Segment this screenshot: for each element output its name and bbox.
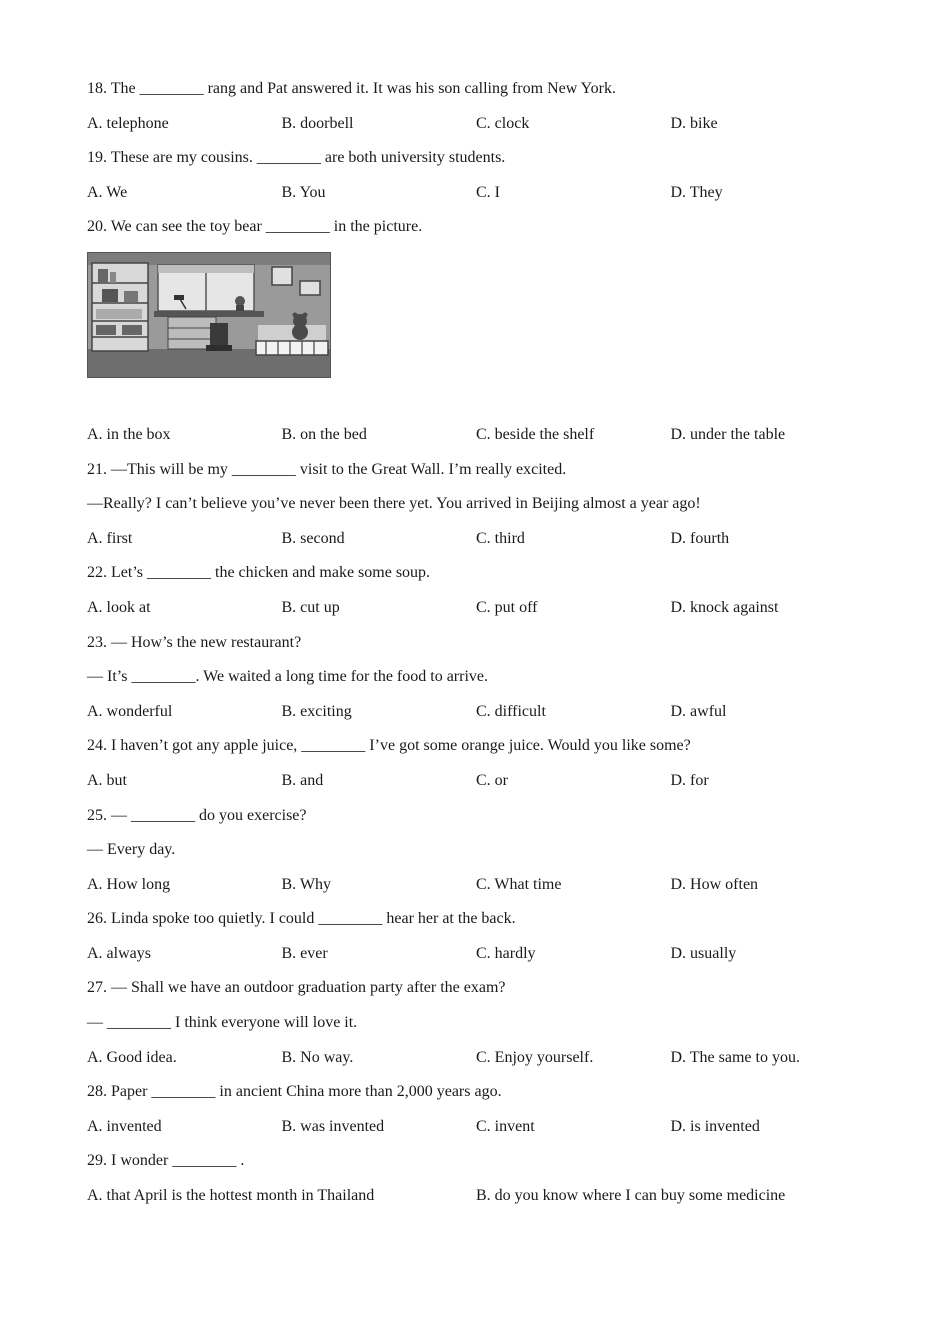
- question-text: —Really? I can’t believe you’ve never been there yet. You arrived in Beijing almost a year ago!: [87, 495, 701, 513]
- question-text: — It’s ________. We waited a long time for the food to arrive.: [87, 668, 488, 686]
- question-29: [87, 1144, 867, 1213]
- options-row: [87, 937, 867, 972]
- option-b[interactable]: B. do you know where I can buy some medicine: [476, 1187, 786, 1205]
- option-a[interactable]: A. We: [87, 183, 128, 201]
- question-text: 21. —This will be my ________ visit to the Great Wall. I’m really excited.: [87, 460, 567, 478]
- question-26: [87, 902, 867, 971]
- options-row: [87, 764, 867, 799]
- question-24: [87, 729, 867, 798]
- option-a[interactable]: A. first: [87, 529, 133, 547]
- options-row: [87, 176, 867, 211]
- option-c[interactable]: C. Enjoy yourself.: [476, 1048, 594, 1066]
- question-20: [87, 210, 867, 452]
- option-b[interactable]: B. doorbell: [281, 114, 354, 132]
- options-row: [87, 107, 867, 142]
- option-c[interactable]: C. beside the shelf: [476, 425, 595, 443]
- option-c[interactable]: C. clock: [476, 114, 530, 132]
- option-b[interactable]: B. second: [281, 529, 345, 547]
- option-a[interactable]: A. How long: [87, 875, 171, 893]
- option-b[interactable]: B. was invented: [281, 1117, 385, 1135]
- question-19: [87, 141, 867, 210]
- options-row: [87, 591, 867, 626]
- option-c[interactable]: C. invent: [476, 1117, 535, 1135]
- option-d[interactable]: D. is invented: [670, 1117, 760, 1135]
- option-b[interactable]: B. You: [281, 183, 326, 201]
- option-a[interactable]: A. wonderful: [87, 702, 173, 720]
- option-d[interactable]: D. How often: [670, 875, 759, 893]
- question-text: 25. — ________ do you exercise?: [87, 806, 307, 824]
- question-21: [87, 453, 867, 557]
- option-c[interactable]: C. I: [476, 183, 500, 201]
- question-28: [87, 1075, 867, 1144]
- option-a[interactable]: A. but: [87, 771, 127, 789]
- question-text: 23. — How’s the new restaurant?: [87, 633, 302, 651]
- options-row: [87, 868, 867, 903]
- option-b[interactable]: B. on the bed: [281, 425, 367, 443]
- question-23: [87, 626, 867, 730]
- option-a[interactable]: A. Good idea.: [87, 1048, 177, 1066]
- question-text: 24. I haven’t got any apple juice, ________ I’ve got some orange juice. Would you like some?: [87, 737, 691, 755]
- option-c[interactable]: C. What time: [476, 875, 562, 893]
- option-a[interactable]: A. telephone: [87, 114, 169, 132]
- option-a[interactable]: A. invented: [87, 1117, 162, 1135]
- question-text: — Every day.: [87, 841, 176, 859]
- option-c[interactable]: C. third: [476, 529, 525, 547]
- option-d[interactable]: D. under the table: [670, 425, 786, 443]
- question-text: 28. Paper ________ in ancient China more than 2,000 years ago.: [87, 1083, 502, 1101]
- option-b[interactable]: B. exciting: [281, 702, 352, 720]
- option-d[interactable]: D. for: [670, 771, 709, 789]
- option-b[interactable]: B. cut up: [281, 598, 340, 616]
- option-d[interactable]: D. usually: [670, 944, 737, 962]
- option-a[interactable]: A. in the box: [87, 425, 171, 443]
- option-c[interactable]: C. hardly: [476, 944, 536, 962]
- question-text: 27. — Shall we have an outdoor graduation party after the exam?: [87, 979, 506, 997]
- option-b[interactable]: B. ever: [281, 944, 328, 962]
- question-text: 29. I wonder ________ .: [87, 1152, 245, 1170]
- option-a[interactable]: A. look at: [87, 598, 151, 616]
- option-d[interactable]: D. bike: [670, 114, 718, 132]
- option-d[interactable]: D. awful: [670, 702, 727, 720]
- question-18: [87, 72, 867, 141]
- option-d[interactable]: D. fourth: [670, 529, 730, 547]
- option-d[interactable]: D. The same to you.: [670, 1048, 800, 1066]
- question-text: 20. We can see the toy bear ________ in the picture.: [87, 218, 423, 236]
- option-d[interactable]: D. knock against: [670, 598, 779, 616]
- options-row: [87, 695, 867, 730]
- option-c[interactable]: C. or: [476, 771, 508, 789]
- option-a[interactable]: A. always: [87, 944, 151, 962]
- option-c[interactable]: C. difficult: [476, 702, 546, 720]
- options-row: [87, 1110, 867, 1145]
- options-row: [87, 1179, 867, 1214]
- question-27: [87, 971, 867, 1075]
- question-text: 26. Linda spoke too quietly. I could ________ hear her at the back.: [87, 910, 516, 928]
- option-c[interactable]: C. put off: [476, 598, 538, 616]
- question-text: 18. The ________ rang and Pat answered it. It was his son calling from New York.: [87, 80, 616, 97]
- option-b[interactable]: B. Why: [281, 875, 331, 893]
- options-row: [87, 418, 867, 453]
- question-25: [87, 799, 867, 903]
- option-b[interactable]: B. No way.: [281, 1048, 354, 1066]
- options-row: [87, 1041, 867, 1076]
- question-text: 19. These are my cousins. ________ are both university students.: [87, 149, 506, 167]
- options-row: [87, 522, 867, 557]
- option-b[interactable]: B. and: [281, 771, 324, 789]
- option-d[interactable]: D. They: [670, 183, 723, 201]
- question-text: — ________ I think everyone will love it.: [87, 1014, 358, 1032]
- question-22: [87, 556, 867, 625]
- bedroom-picture: [87, 252, 331, 378]
- question-sheet: [87, 72, 867, 1214]
- question-text: 22. Let’s ________ the chicken and make some soup.: [87, 564, 431, 582]
- option-a[interactable]: A. that April is the hottest month in Thailand: [87, 1187, 375, 1205]
